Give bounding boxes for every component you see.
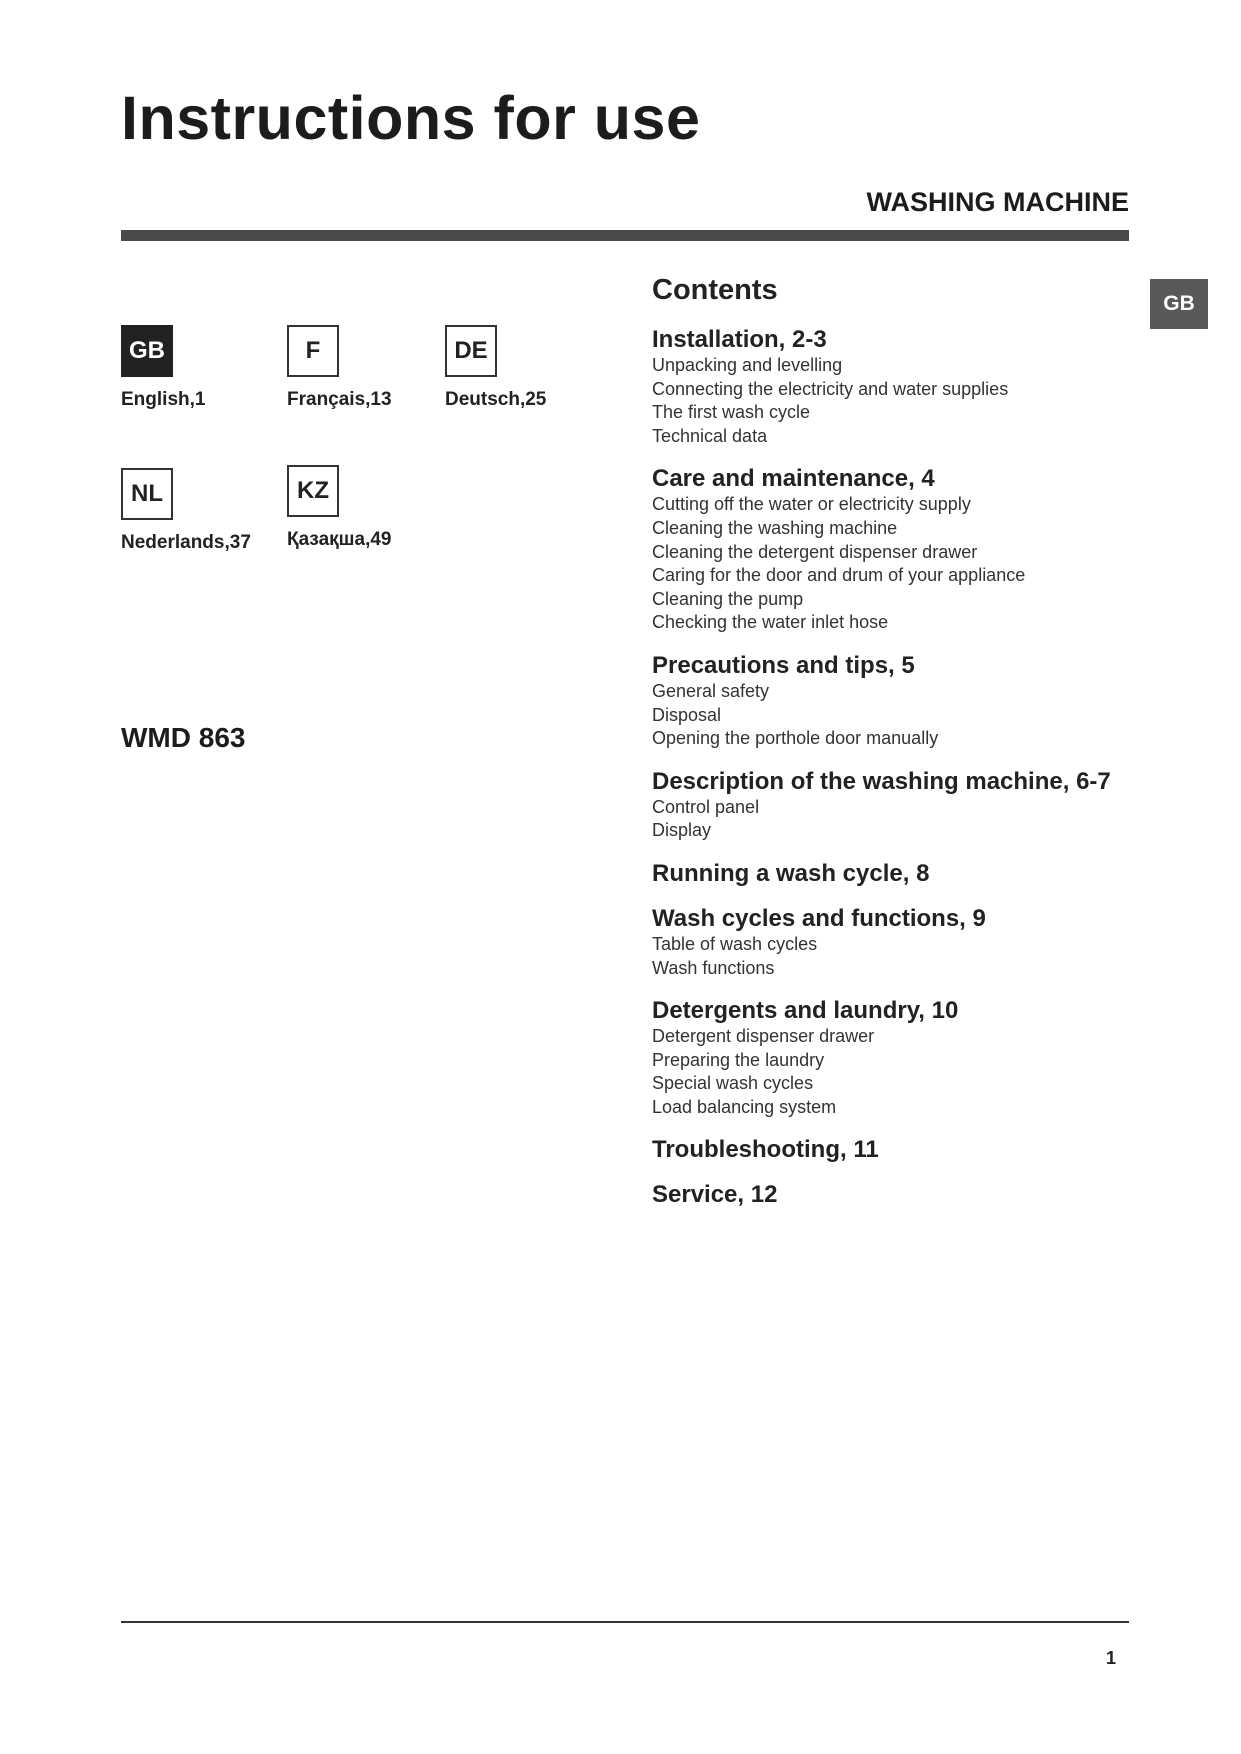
toc-item[interactable]: Cleaning the detergent dispenser drawer	[652, 541, 978, 562]
language-nl[interactable]	[121, 468, 301, 554]
language-de[interactable]	[445, 325, 625, 411]
toc-item[interactable]: Load balancing system	[652, 1096, 837, 1117]
toc-item[interactable]: Preparing the laundry	[652, 1049, 825, 1070]
toc-item[interactable]: Control panel	[652, 796, 760, 817]
language-label: Nederlands,37	[121, 532, 251, 553]
toc-section	[652, 905, 1152, 980]
language-gb[interactable]	[121, 325, 301, 411]
contents-title: Contents	[652, 274, 778, 306]
toc-section	[652, 768, 1152, 843]
language-kz[interactable]	[287, 465, 467, 551]
language-code-box: DE	[445, 325, 497, 377]
toc-heading[interactable]: Installation, 2-3	[652, 326, 827, 353]
toc-item[interactable]: Display	[652, 820, 712, 841]
toc-item[interactable]: Special wash cycles	[652, 1073, 814, 1094]
top-divider	[121, 230, 1129, 241]
toc-heading[interactable]: Running a wash cycle, 8	[652, 859, 930, 887]
toc-section	[652, 326, 1152, 448]
toc-heading[interactable]: Troubleshooting, 11	[652, 1136, 879, 1164]
toc-item[interactable]: General safety	[652, 680, 770, 701]
page-subtitle: WASHING MACHINE	[866, 187, 1129, 217]
toc-heading[interactable]: Service, 12	[652, 1181, 778, 1209]
language-label: Français,13	[287, 389, 392, 410]
toc-heading[interactable]: Detergents and laundry, 10	[652, 997, 959, 1025]
page-number: 1	[1105, 1648, 1116, 1668]
toc-item[interactable]: Opening the porthole door manually	[652, 728, 939, 749]
bottom-divider	[121, 1621, 1129, 1623]
toc-item[interactable]: Wash functions	[652, 957, 775, 978]
model-number: WMD 863	[121, 722, 246, 753]
language-code-box: NL	[121, 468, 173, 520]
toc-item[interactable]: Checking the water inlet hose	[652, 612, 889, 633]
toc-item[interactable]: Cutting off the water or electricity supply	[652, 494, 971, 515]
toc-item[interactable]: Cleaning the washing machine	[652, 517, 898, 538]
table-of-contents	[652, 326, 1152, 1226]
toc-section	[652, 652, 1152, 751]
toc-item[interactable]: Technical data	[652, 425, 768, 446]
language-label: English,1	[121, 389, 206, 410]
language-label: Deutsch,25	[445, 389, 547, 410]
language-code-box: GB	[121, 325, 173, 377]
toc-item[interactable]: Caring for the door and drum of your appliance	[652, 565, 1026, 586]
toc-section	[652, 465, 1152, 635]
toc-item[interactable]: Disposal	[652, 704, 722, 725]
toc-heading[interactable]: Care and maintenance, 4	[652, 465, 935, 493]
toc-section	[652, 997, 1152, 1119]
toc-item[interactable]: Connecting the electricity and water supplies	[652, 378, 1009, 399]
toc-section	[652, 1136, 1152, 1164]
language-side-tab: GB	[1150, 279, 1208, 329]
toc-item[interactable]: Table of wash cycles	[652, 933, 818, 954]
language-label: Қазақша,49	[287, 529, 392, 550]
toc-item[interactable]: Unpacking and levelling	[652, 355, 843, 375]
language-code-box: F	[287, 325, 339, 377]
language-code-box: KZ	[287, 465, 339, 517]
toc-heading[interactable]: Description of the washing machine, 6-7	[652, 767, 1111, 795]
language-fr[interactable]	[287, 325, 467, 411]
toc-heading[interactable]: Precautions and tips, 5	[652, 651, 915, 679]
toc-item[interactable]: Cleaning the pump	[652, 588, 804, 609]
toc-section	[652, 1181, 1152, 1209]
toc-heading[interactable]: Wash cycles and functions, 9	[652, 904, 986, 932]
toc-item[interactable]: Detergent dispenser drawer	[652, 1026, 875, 1047]
toc-section	[652, 860, 1152, 888]
toc-item[interactable]: The first wash cycle	[652, 402, 811, 423]
page-title: Instructions for use	[121, 84, 701, 152]
